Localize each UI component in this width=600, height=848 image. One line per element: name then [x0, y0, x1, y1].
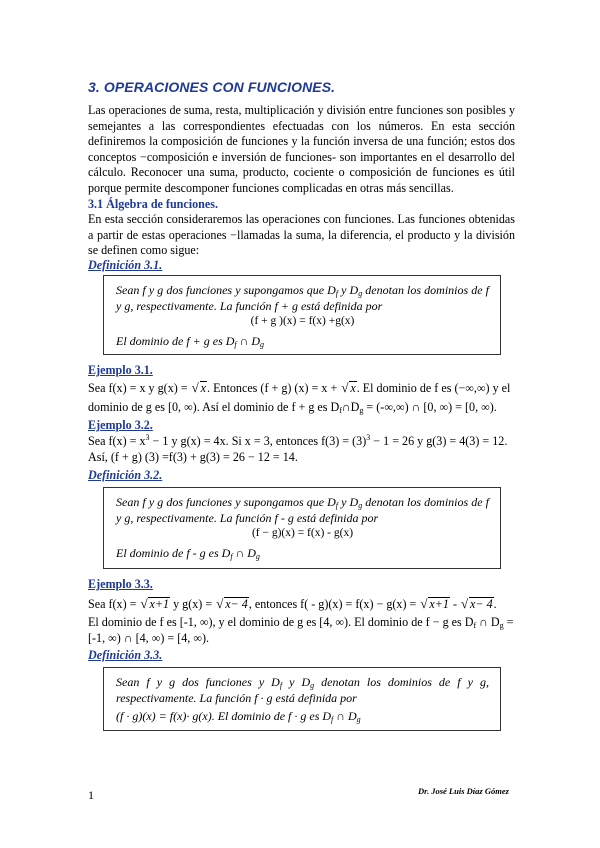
definition-3-3-box	[103, 667, 501, 731]
definition-3-2-formula: (f − g)(x) = f(x) - g(x)	[251, 527, 354, 540]
definition-3-2-box	[103, 487, 501, 569]
sqrt-x-minus-4: √ x− 4	[461, 596, 493, 611]
author-footer: Dr. José Luis Díaz Gómez	[418, 786, 509, 796]
definition-3-1-box	[103, 275, 501, 355]
definition-3-2-statement: Sean f y g dos funciones y supongamos que $D_f$ y $D_g$ denotan los dominios de f y g, respectivamente. La función f - g está definida por	[116, 495, 490, 525]
intro-paragraph: Las operaciones de suma, resta, multiplicación y división entre funciones son posibles y semejantes a las correspondientes efectuadas con los números. En esta sección definiremos la composición de funciones y la función inversa de una función; estos dos conceptos −composición e inversión de funciones- son importantes en el desarrollo del cálculo. Reconocer una suma, producto, cociente o composición de funciones es útil porque permite descomponer funciones complicadas en otras más sencillas.	[88, 103, 515, 195]
definition-3-1-domain: El dominio de f + g es $D_f$ ∩ $D_g$	[116, 333, 264, 349]
example-3-2-line-2: Así, (f + g) (3) =f(3) + g(3) = 26 − 12 = 14.	[88, 450, 298, 464]
example-3-1-heading: Ejemplo 3.1.	[88, 363, 153, 377]
sqrt-x: √ x	[341, 380, 356, 395]
definition-3-1-heading: Definición 3.1.	[88, 258, 163, 272]
section-title: 3. OPERACIONES CON FUNCIONES.	[88, 79, 336, 95]
definition-3-3-statement: Sean f y g dos funciones y $D_f$ y $D_g$ denotan los dominios de f y g, respectivamente. La función f · g está definida por	[116, 675, 489, 705]
definition-3-2-heading: Definición 3.2.	[88, 468, 163, 482]
sqrt-x-plus-1: √ x+1	[140, 596, 170, 611]
example-3-2-heading: Ejemplo 3.2.	[88, 418, 153, 432]
subsection-paragraph: En esta sección consideraremos las operaciones con funciones. Las funciones obtenidas a partir de estas operaciones −llamadas la suma, la diferencia, el producto y la división se definen como sigue:	[88, 212, 515, 258]
example-3-3-line-2: El dominio de f es [-1, ∞), y el dominio de g es [4, ∞). El dominio de f − g es $D_f$ ∩ $D_g$ =	[88, 615, 514, 630]
sqrt-x-plus-1: √ x+1	[420, 596, 449, 611]
definition-3-1-formula: (f + g )(x) = f(x) +g(x)	[250, 315, 355, 328]
example-3-3-line-3: [-1, ∞) ∩ [4, ∞) = [4, ∞).	[88, 631, 210, 645]
sqrt-x-minus-4: √ x− 4	[216, 596, 248, 611]
definition-3-3-heading: Definición 3.3.	[88, 648, 163, 662]
definition-3-1-statement: Sean f y g dos funciones y supongamos que $D_f$ y $D_g$ denotan los dominios de f y g, respectivamente. La función f + g está definida por	[116, 283, 490, 313]
example-3-1-line-1: Sea f(x) = x y g(x) = √ x. Entonces (f + g) (x) = x + √ x. El dominio de f es (−∞,∞) y el	[88, 380, 511, 395]
definition-3-3-formula: (f · g)(x) = f(x)· g(x). El dominio de f · g es $D_f$ ∩ $D_g$	[116, 709, 361, 725]
sqrt-x: √ x	[191, 380, 207, 395]
page-number: 1	[88, 788, 94, 802]
subsection-title: 3.1 Álgebra de funciones.	[88, 197, 219, 211]
example-3-1-line-2: dominio de g es [0, ∞). Así el dominio de f + g es $D_f\cap D_g$ = (-∞,∞) ∩ [0, ∞) = [0, ∞).	[88, 400, 497, 415]
example-3-2-line-1: Sea $f(x) = x^3 - 1$ y g(x) = 4x. Si x = 3, entonces $f(3) = (3)^3 - 1 = 26$ y g(3) = 4(3) = 12.	[88, 433, 508, 448]
example-3-3-heading: Ejemplo 3.3.	[88, 577, 153, 591]
example-3-3-line-1: Sea f(x) = √ x+1 y g(x) = √ x− 4, entonces f( - g)(x) = f(x) − g(x) = √ x+1 - √ x− 4.	[88, 596, 497, 611]
definition-3-2-domain: El dominio de f - g es $D_f$ ∩ $D_g$	[116, 545, 260, 561]
